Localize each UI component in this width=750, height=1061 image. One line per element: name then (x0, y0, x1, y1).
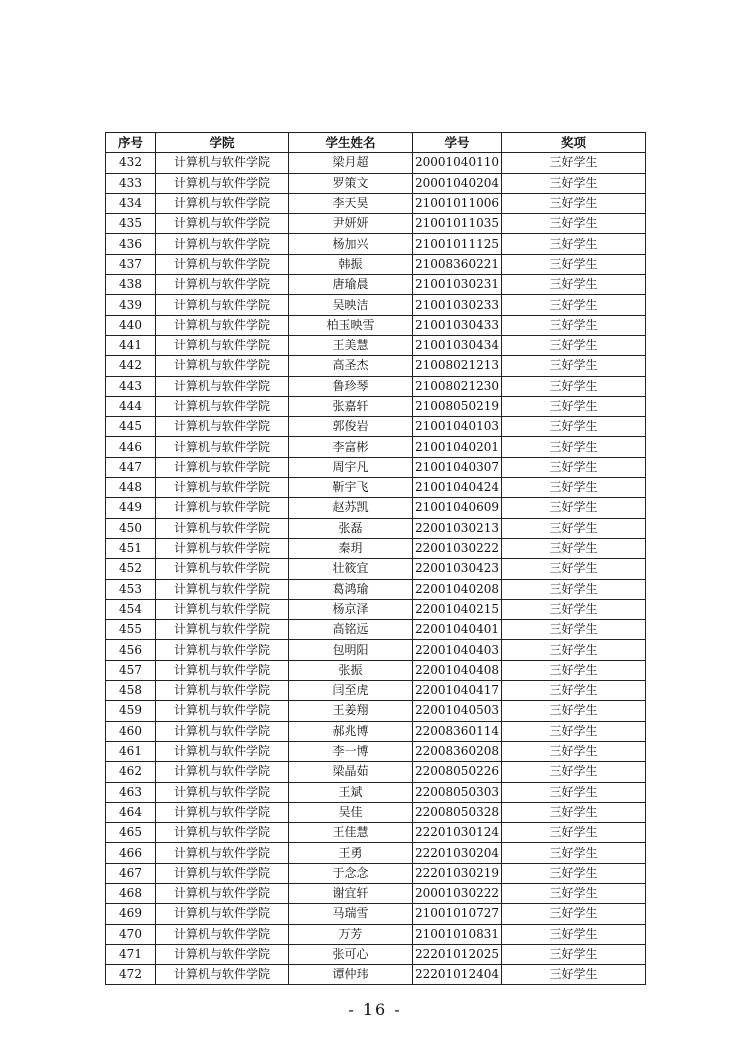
cell-index: 459 (106, 701, 156, 721)
cell-college: 计算机与软件学院 (156, 315, 289, 335)
cell-award: 三好学生 (502, 579, 646, 599)
cell-college: 计算机与软件学院 (156, 802, 289, 822)
cell-student-name: 李天昊 (289, 193, 413, 213)
cell-student-id: 22001040401 (413, 620, 502, 640)
cell-college: 计算机与软件学院 (156, 843, 289, 863)
cell-index: 432 (106, 153, 156, 173)
cell-student-id: 22201012404 (413, 965, 502, 985)
cell-student-id: 22201030219 (413, 863, 502, 883)
cell-award: 三好学生 (502, 559, 646, 579)
cell-student-id: 21008021213 (413, 356, 502, 376)
cell-award: 三好学生 (502, 599, 646, 619)
cell-student-name: 王姜翔 (289, 701, 413, 721)
cell-student-id: 21008050219 (413, 396, 502, 416)
cell-student-name: 李富彬 (289, 437, 413, 457)
cell-index: 447 (106, 457, 156, 477)
cell-award: 三好学生 (502, 924, 646, 944)
cell-student-name: 周宇凡 (289, 457, 413, 477)
cell-student-name: 郝兆博 (289, 721, 413, 741)
cell-college: 计算机与软件学院 (156, 681, 289, 701)
cell-student-name: 王斌 (289, 782, 413, 802)
cell-award: 三好学生 (502, 681, 646, 701)
cell-student-id: 22201030124 (413, 823, 502, 843)
cell-student-id: 22201030204 (413, 843, 502, 863)
cell-student-name: 马瑞雪 (289, 904, 413, 924)
table-row (106, 457, 646, 477)
cell-student-name: 梁晶茹 (289, 762, 413, 782)
cell-student-name: 包明阳 (289, 640, 413, 660)
cell-college: 计算机与软件学院 (156, 863, 289, 883)
cell-index: 443 (106, 376, 156, 396)
cell-award: 三好学生 (502, 701, 646, 721)
cell-college: 计算机与软件学院 (156, 396, 289, 416)
table-row (106, 741, 646, 761)
cell-college: 计算机与软件学院 (156, 660, 289, 680)
cell-student-id: 21001030233 (413, 295, 502, 315)
cell-award: 三好学生 (502, 965, 646, 985)
cell-student-id: 22001040403 (413, 640, 502, 660)
cell-student-id: 22008050226 (413, 762, 502, 782)
cell-student-name: 杨京泽 (289, 599, 413, 619)
cell-award: 三好学生 (502, 843, 646, 863)
table-row (106, 376, 646, 396)
cell-award: 三好学生 (502, 782, 646, 802)
cell-college: 计算机与软件学院 (156, 478, 289, 498)
cell-award: 三好学生 (502, 538, 646, 558)
cell-college: 计算机与软件学院 (156, 559, 289, 579)
cell-college: 计算机与软件学院 (156, 356, 289, 376)
header-index: 序号 (106, 133, 156, 153)
cell-award: 三好学生 (502, 640, 646, 660)
cell-student-name: 张磊 (289, 518, 413, 538)
cell-college: 计算机与软件学院 (156, 214, 289, 234)
header-college: 学院 (156, 133, 289, 153)
table-row (106, 802, 646, 822)
cell-award: 三好学生 (502, 823, 646, 843)
cell-award: 三好学生 (502, 254, 646, 274)
cell-index: 452 (106, 559, 156, 579)
cell-award: 三好学生 (502, 335, 646, 355)
table-row (106, 944, 646, 964)
cell-student-name: 谢宜轩 (289, 883, 413, 903)
cell-index: 460 (106, 721, 156, 741)
cell-award: 三好学生 (502, 802, 646, 822)
cell-college: 计算机与软件学院 (156, 518, 289, 538)
table-row (106, 173, 646, 193)
table-row (106, 417, 646, 437)
cell-student-name: 杨加兴 (289, 234, 413, 254)
cell-award: 三好学生 (502, 417, 646, 437)
cell-index: 451 (106, 538, 156, 558)
cell-college: 计算机与软件学院 (156, 620, 289, 640)
cell-student-id: 21001040307 (413, 457, 502, 477)
cell-index: 440 (106, 315, 156, 335)
cell-student-id: 21001040424 (413, 478, 502, 498)
cell-award: 三好学生 (502, 620, 646, 640)
cell-college: 计算机与软件学院 (156, 295, 289, 315)
cell-award: 三好学生 (502, 478, 646, 498)
cell-award: 三好学生 (502, 904, 646, 924)
table-header-row (106, 133, 646, 153)
cell-student-name: 王美慧 (289, 335, 413, 355)
cell-index: 449 (106, 498, 156, 518)
table-row (106, 498, 646, 518)
cell-student-name: 郭俊岩 (289, 417, 413, 437)
table-row (106, 782, 646, 802)
cell-college: 计算机与软件学院 (156, 193, 289, 213)
cell-student-name: 张振 (289, 660, 413, 680)
cell-index: 453 (106, 579, 156, 599)
table-row (106, 924, 646, 944)
table-row (106, 518, 646, 538)
cell-student-id: 21001011006 (413, 193, 502, 213)
cell-student-id: 21001040609 (413, 498, 502, 518)
table-row (106, 762, 646, 782)
cell-college: 计算机与软件学院 (156, 741, 289, 761)
cell-award: 三好学生 (502, 376, 646, 396)
cell-college: 计算机与软件学院 (156, 701, 289, 721)
cell-award: 三好学生 (502, 396, 646, 416)
cell-index: 437 (106, 254, 156, 274)
cell-award: 三好学生 (502, 214, 646, 234)
cell-student-id: 22008360114 (413, 721, 502, 741)
cell-award: 三好学生 (502, 153, 646, 173)
cell-college: 计算机与软件学院 (156, 762, 289, 782)
cell-student-name: 张可心 (289, 944, 413, 964)
cell-index: 465 (106, 823, 156, 843)
cell-college: 计算机与软件学院 (156, 965, 289, 985)
cell-student-name: 闫至虎 (289, 681, 413, 701)
table-row (106, 823, 646, 843)
cell-award: 三好学生 (502, 193, 646, 213)
cell-college: 计算机与软件学院 (156, 275, 289, 295)
cell-award: 三好学生 (502, 315, 646, 335)
header-award: 奖项 (502, 133, 646, 153)
cell-index: 456 (106, 640, 156, 660)
cell-student-id: 22001030423 (413, 559, 502, 579)
cell-index: 468 (106, 883, 156, 903)
cell-award: 三好学生 (502, 437, 646, 457)
cell-college: 计算机与软件学院 (156, 457, 289, 477)
cell-student-id: 22001030213 (413, 518, 502, 538)
table-row (106, 275, 646, 295)
cell-index: 470 (106, 924, 156, 944)
cell-student-id: 21001040201 (413, 437, 502, 457)
cell-student-id: 21001011125 (413, 234, 502, 254)
table-row (106, 863, 646, 883)
cell-college: 计算机与软件学院 (156, 579, 289, 599)
cell-college: 计算机与软件学院 (156, 924, 289, 944)
cell-student-name: 王勇 (289, 843, 413, 863)
cell-college: 计算机与软件学院 (156, 782, 289, 802)
cell-award: 三好学生 (502, 762, 646, 782)
cell-student-id: 21008360221 (413, 254, 502, 274)
cell-student-id: 22001040408 (413, 660, 502, 680)
cell-student-id: 22001040208 (413, 579, 502, 599)
cell-student-id: 20001040204 (413, 173, 502, 193)
cell-award: 三好学生 (502, 234, 646, 254)
cell-student-id: 21001011035 (413, 214, 502, 234)
cell-college: 计算机与软件学院 (156, 599, 289, 619)
cell-index: 434 (106, 193, 156, 213)
cell-student-name: 葛鸿瑜 (289, 579, 413, 599)
cell-student-id: 20001030222 (413, 883, 502, 903)
table-row (106, 559, 646, 579)
cell-award: 三好学生 (502, 721, 646, 741)
header-student-id: 学号 (413, 133, 502, 153)
cell-award: 三好学生 (502, 863, 646, 883)
cell-award: 三好学生 (502, 173, 646, 193)
page-number: - 16 - (348, 1000, 402, 1019)
cell-index: 441 (106, 335, 156, 355)
cell-college: 计算机与软件学院 (156, 437, 289, 457)
cell-student-id: 22008050328 (413, 802, 502, 822)
table-row (106, 599, 646, 619)
table-body (106, 153, 646, 985)
cell-student-name: 梁月超 (289, 153, 413, 173)
cell-student-name: 唐瑜晨 (289, 275, 413, 295)
table-row (106, 538, 646, 558)
table-row (106, 640, 646, 660)
cell-student-name: 高圣杰 (289, 356, 413, 376)
table-row (106, 883, 646, 903)
cell-student-name: 尹妍妍 (289, 214, 413, 234)
cell-college: 计算机与软件学院 (156, 234, 289, 254)
cell-college: 计算机与软件学院 (156, 538, 289, 558)
table-row (106, 701, 646, 721)
cell-student-id: 21008021230 (413, 376, 502, 396)
cell-index: 466 (106, 843, 156, 863)
cell-college: 计算机与软件学院 (156, 153, 289, 173)
award-roster-table (105, 132, 646, 985)
cell-student-id: 22001040417 (413, 681, 502, 701)
cell-index: 461 (106, 741, 156, 761)
table-row (106, 904, 646, 924)
table-row (106, 478, 646, 498)
cell-college: 计算机与软件学院 (156, 721, 289, 741)
cell-student-id: 22001040215 (413, 599, 502, 619)
table-row (106, 153, 646, 173)
cell-college: 计算机与软件学院 (156, 944, 289, 964)
table-row (106, 254, 646, 274)
cell-student-name: 柏玉映雪 (289, 315, 413, 335)
cell-college: 计算机与软件学院 (156, 376, 289, 396)
cell-student-name: 于念念 (289, 863, 413, 883)
cell-award: 三好学生 (502, 275, 646, 295)
cell-student-name: 秦玥 (289, 538, 413, 558)
cell-student-id: 21001030434 (413, 335, 502, 355)
cell-college: 计算机与软件学院 (156, 335, 289, 355)
table-row (106, 234, 646, 254)
cell-index: 457 (106, 660, 156, 680)
cell-index: 433 (106, 173, 156, 193)
cell-index: 455 (106, 620, 156, 640)
table-row (106, 843, 646, 863)
header-student-name: 学生姓名 (289, 133, 413, 153)
cell-student-id: 22201012025 (413, 944, 502, 964)
cell-award: 三好学生 (502, 883, 646, 903)
cell-award: 三好学生 (502, 498, 646, 518)
cell-index: 435 (106, 214, 156, 234)
cell-student-id: 21001030433 (413, 315, 502, 335)
table-row (106, 721, 646, 741)
cell-award: 三好学生 (502, 660, 646, 680)
cell-student-name: 罗策文 (289, 173, 413, 193)
cell-student-id: 22008360208 (413, 741, 502, 761)
cell-student-name: 王佳慧 (289, 823, 413, 843)
cell-student-name: 吴映洁 (289, 295, 413, 315)
table-row (106, 579, 646, 599)
table-row (106, 396, 646, 416)
cell-index: 444 (106, 396, 156, 416)
cell-index: 438 (106, 275, 156, 295)
cell-index: 462 (106, 762, 156, 782)
cell-student-name: 吴佳 (289, 802, 413, 822)
cell-award: 三好学生 (502, 944, 646, 964)
cell-student-name: 高铭远 (289, 620, 413, 640)
cell-student-name: 谭仲玮 (289, 965, 413, 985)
cell-index: 439 (106, 295, 156, 315)
cell-college: 计算机与软件学院 (156, 254, 289, 274)
cell-college: 计算机与软件学院 (156, 883, 289, 903)
cell-award: 三好学生 (502, 741, 646, 761)
table-row (106, 193, 646, 213)
cell-college: 计算机与软件学院 (156, 417, 289, 437)
cell-student-name: 赵苏凯 (289, 498, 413, 518)
cell-index: 454 (106, 599, 156, 619)
table-row (106, 315, 646, 335)
cell-student-id: 21001010727 (413, 904, 502, 924)
table-row (106, 660, 646, 680)
table-row (106, 965, 646, 985)
cell-student-name: 壮筱宜 (289, 559, 413, 579)
cell-student-name: 张嘉轩 (289, 396, 413, 416)
cell-college: 计算机与软件学院 (156, 640, 289, 660)
cell-student-id: 22008050303 (413, 782, 502, 802)
table-row (106, 681, 646, 701)
cell-award: 三好学生 (502, 457, 646, 477)
cell-index: 464 (106, 802, 156, 822)
cell-index: 446 (106, 437, 156, 457)
cell-college: 计算机与软件学院 (156, 904, 289, 924)
cell-index: 445 (106, 417, 156, 437)
cell-award: 三好学生 (502, 295, 646, 315)
cell-college: 计算机与软件学院 (156, 498, 289, 518)
cell-student-name: 靳宇飞 (289, 478, 413, 498)
cell-award: 三好学生 (502, 356, 646, 376)
cell-index: 469 (106, 904, 156, 924)
cell-student-name: 李一博 (289, 741, 413, 761)
table-row (106, 356, 646, 376)
table-row (106, 295, 646, 315)
cell-student-id: 22001030222 (413, 538, 502, 558)
cell-index: 467 (106, 863, 156, 883)
cell-student-name: 鲁珍琴 (289, 376, 413, 396)
table-row (106, 620, 646, 640)
table-row (106, 214, 646, 234)
cell-index: 463 (106, 782, 156, 802)
cell-index: 442 (106, 356, 156, 376)
cell-index: 448 (106, 478, 156, 498)
cell-college: 计算机与软件学院 (156, 173, 289, 193)
cell-index: 436 (106, 234, 156, 254)
cell-student-name: 万芳 (289, 924, 413, 944)
table-row (106, 335, 646, 355)
table-row (106, 437, 646, 457)
cell-index: 472 (106, 965, 156, 985)
cell-index: 450 (106, 518, 156, 538)
cell-student-name: 韩振 (289, 254, 413, 274)
cell-college: 计算机与软件学院 (156, 823, 289, 843)
cell-student-id: 20001040110 (413, 153, 502, 173)
cell-index: 471 (106, 944, 156, 964)
cell-student-id: 22001040503 (413, 701, 502, 721)
cell-student-id: 21001040103 (413, 417, 502, 437)
cell-student-id: 21001010831 (413, 924, 502, 944)
cell-index: 458 (106, 681, 156, 701)
cell-student-id: 21001030231 (413, 275, 502, 295)
cell-award: 三好学生 (502, 518, 646, 538)
